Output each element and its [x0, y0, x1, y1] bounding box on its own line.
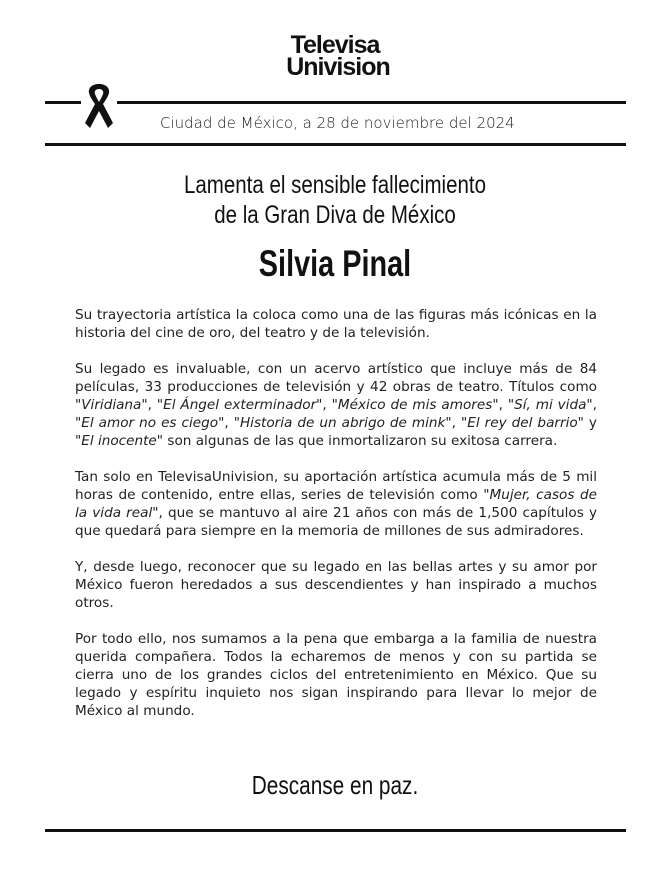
- film-title: "México de mis amores": [331, 397, 499, 413]
- film-title: "El inocente": [75, 433, 164, 449]
- mourning-ribbon-icon: [82, 82, 116, 130]
- headline-line-1: Lamenta el sensible fallecimiento: [184, 171, 486, 199]
- logo-line-televisa: Televisa: [290, 31, 380, 59]
- paragraph-1: Su trayectoria artística la coloca como una de las figuras más icónicas en la historia del cine de oro, del teatro y de la televisión.: [75, 307, 597, 341]
- logo-line-univision: Univision: [286, 53, 390, 81]
- paragraph-2-intro: Su legado es invaluable, con un acervo artístico que incluye más de 84 películas, 33 producciones de televisión y 42 obras de teatro. Títulos como: [75, 361, 597, 395]
- televisaunivision-logo: [0, 31, 670, 81]
- divider-right: [117, 101, 626, 104]
- film-title: "El rey del barrio": [461, 415, 584, 431]
- separator: ,: [322, 397, 332, 413]
- conjunction: y: [583, 415, 597, 431]
- paragraph-3-intro: Tan solo en TelevisaUnivision, su aportación artística acumula más de 5 mil horas de contenido, entre ellas, series de televisión como: [75, 469, 597, 503]
- film-title: "El Ángel exterminador": [156, 397, 323, 413]
- paragraph-2: [75, 360, 597, 450]
- paragraph-4: Y, desde luego, reconocer que su legado en las bellas artes y su amor por México fueron heredados a sus descendientes y han inspirado a muchos otros.: [75, 559, 597, 611]
- statement-body: [75, 306, 597, 738]
- separator: ,: [147, 397, 157, 413]
- headline: [60, 170, 609, 230]
- film-title: "Historia de un abrigo de mink": [233, 415, 452, 431]
- series-title: "Mujer, casos de la vida real": [75, 487, 597, 521]
- film-title: "Viridiana": [75, 397, 148, 413]
- paragraph-2-outro: son algunas de las que inmortalizaron su exitosa carrera.: [163, 433, 558, 449]
- paragraph-3: [75, 468, 597, 540]
- divider-left: [45, 101, 81, 104]
- closing-line: Descanse en paz.: [251, 770, 419, 800]
- divider-footer: [45, 829, 626, 832]
- separator: ,: [451, 415, 462, 431]
- date-line: Ciudad de México, a 28 de noviembre del 2024: [160, 114, 515, 132]
- honoree-name: Silvia Pinal: [258, 243, 412, 284]
- paragraph-3-outro: , que se mantuvo al aire 21 años con más de 1,500 capítulos y que quedará para siempre en la memoria de millones de sus admiradores.: [75, 505, 597, 539]
- headline-line-2: de la Gran Diva de México: [214, 201, 456, 229]
- separator: ,: [498, 397, 508, 413]
- film-title: "Sí, mi vida": [507, 397, 593, 413]
- film-title: "El amor no es ciego": [75, 415, 225, 431]
- divider-header-bottom: [45, 143, 626, 146]
- separator: ,: [224, 415, 234, 431]
- paragraph-5: Por todo ello, nos sumamos a la pena que embarga a la familia de nuestra querida compañera. Todos la echaremos de menos y con su partida se cierra uno de los grandes ciclos del entretenimiento en México. Que su legado y espíritu inquieto nos sigan inspirando para llevar lo mejor de México al mundo.: [75, 631, 597, 719]
- separator: ,: [592, 397, 597, 413]
